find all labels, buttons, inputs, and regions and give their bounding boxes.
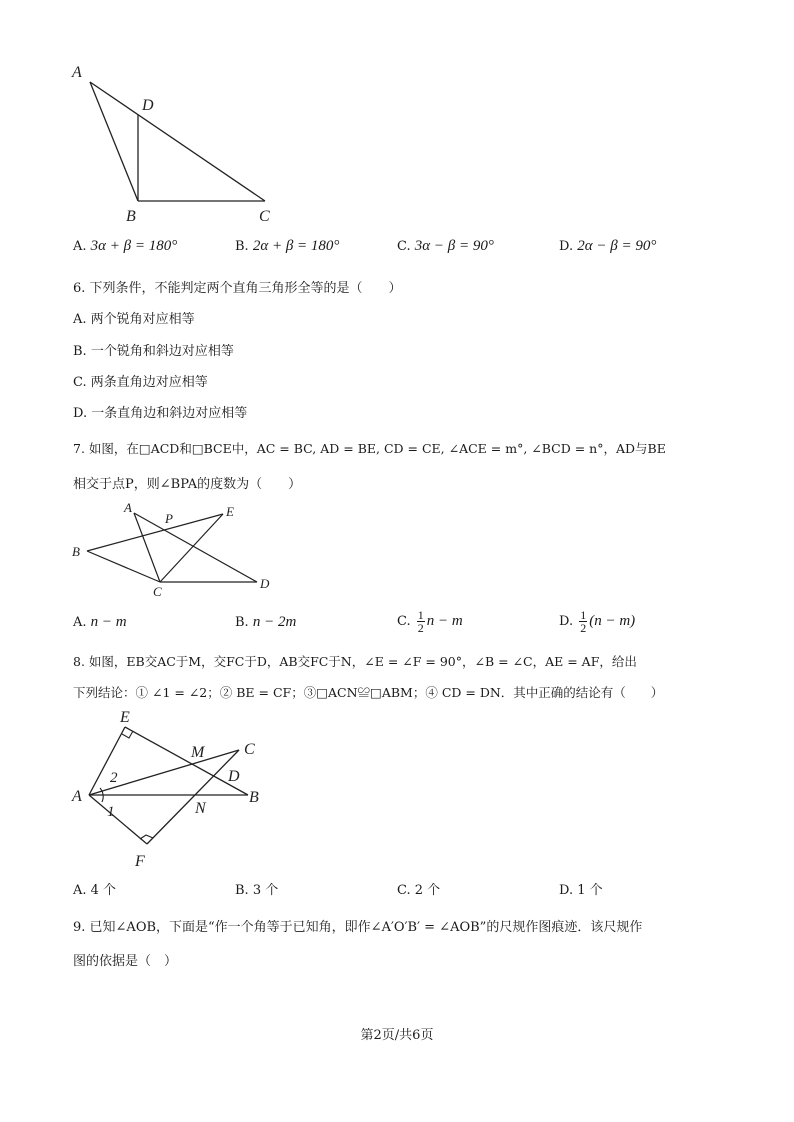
figure-q8 <box>65 702 285 874</box>
q8-option-d[interactable]: D. 1 个 <box>559 883 603 898</box>
fraction-half <box>417 609 425 634</box>
q7-stem-line2: 相交于点P，则∠BPA的度数为（ ） <box>73 477 302 492</box>
right-angle-mark-F <box>140 835 153 839</box>
q5-option-a[interactable] <box>73 238 177 255</box>
page-footer: 第2页/共6页 <box>360 1028 434 1043</box>
label-N: N <box>195 800 206 817</box>
option-text: 3α + β = 180° <box>90 238 178 254</box>
fraction-numerator: 1 <box>417 608 424 622</box>
label-2: 2 <box>110 770 118 786</box>
option-text: 2α − β = 90° <box>577 238 657 254</box>
q6-stem: 6. 下列条件，不能判定两个直角三角形全等的是（ ） <box>73 281 402 296</box>
q7-option-a[interactable] <box>73 614 127 631</box>
q8-stem-line2: 下列结论：① ∠1 = ∠2；② BE = CF；③□ACN≌□ABM；④ CD = DN．其中正确的结论有（ ） <box>73 685 664 700</box>
label-B: B <box>72 544 80 559</box>
q7-stem-line1: 7. 如图，在□ACD和□BCE中，AC = BC, AD = BE, CD = CE, ∠ACE = m°, ∠BCD = n°，AD与BE <box>73 441 666 456</box>
q8-option-c[interactable]: C. 2 个 <box>397 883 441 898</box>
label-C: C <box>259 208 270 225</box>
q6-option-c[interactable]: C. 两条直角边对应相等 <box>73 375 208 390</box>
fraction-half <box>579 609 587 634</box>
q8-options <box>73 879 753 901</box>
q6-option-a[interactable]: A. 两个锐角对应相等 <box>73 312 195 327</box>
option-key: B. <box>235 615 249 630</box>
label-C: C <box>244 741 255 758</box>
option-text: n − m <box>90 614 127 630</box>
option-text: 3α − β = 90° <box>414 238 494 254</box>
q7-option-c[interactable] <box>397 609 463 634</box>
option-key: C. <box>397 614 411 629</box>
segment-AD <box>134 513 257 582</box>
segment-BC <box>87 551 160 582</box>
label-B: B <box>126 208 136 225</box>
fraction-denominator: 2 <box>417 621 424 635</box>
q7-options <box>73 609 753 639</box>
q8-stem-line1: 8. 如图，EB交AC于M，交FC于D，AB交FC于N，∠E = ∠F = 90°，∠B = ∠C，AE = AF，给出 <box>73 654 637 669</box>
option-key: A. <box>73 615 87 630</box>
option-text: (n − m) <box>589 613 636 629</box>
fraction-denominator: 2 <box>580 621 587 635</box>
q8-option-b[interactable]: B. 3 个 <box>235 883 279 898</box>
option-text: 2α + β = 180° <box>252 238 340 254</box>
label-E: E <box>120 709 130 726</box>
label-A: A <box>72 64 82 81</box>
label-D: D <box>260 576 270 591</box>
label-M: M <box>191 744 205 761</box>
label-A: A <box>72 788 82 805</box>
q5-option-d[interactable] <box>559 238 656 255</box>
segment-AC <box>134 513 160 582</box>
segment-BE <box>87 514 223 551</box>
q9-stem-line2: 图的依据是（ ） <box>73 954 178 969</box>
triangle-figure-q5 <box>60 55 290 230</box>
option-text: n − 2m <box>252 614 297 630</box>
q5-option-c[interactable] <box>397 238 494 255</box>
segment-AE <box>89 727 125 795</box>
label-A: A <box>124 500 132 515</box>
q5-options <box>73 238 753 260</box>
label-B: B <box>249 789 259 806</box>
fraction-numerator: 1 <box>580 608 587 622</box>
q9-stem-line1: 9. 已知∠AOB，下面是“作一个角等于已知角，即作∠A′O′B′ = ∠AOB”的尺规作图痕迹．该尺规作 <box>73 920 643 935</box>
segment-AB <box>90 82 138 201</box>
label-D: D <box>228 768 240 785</box>
q8-option-a[interactable]: A. 4 个 <box>73 883 117 898</box>
q7-option-b[interactable] <box>235 614 296 631</box>
option-key: B. <box>235 239 249 254</box>
figure-q7 <box>65 498 285 600</box>
label-F: F <box>135 853 145 870</box>
segment-AF <box>89 795 147 844</box>
segment-AC <box>90 82 265 201</box>
right-angle-mark-E <box>122 731 133 738</box>
label-C: C <box>153 584 162 599</box>
option-key: C. <box>397 239 411 254</box>
label-1: 1 <box>107 804 115 820</box>
option-text: n − m <box>426 613 463 629</box>
option-key: A. <box>73 239 87 254</box>
option-key: D. <box>559 614 574 629</box>
q5-option-b[interactable] <box>235 238 339 255</box>
label-E: E <box>226 504 234 519</box>
q6-option-d[interactable]: D. 一条直角边和斜边对应相等 <box>73 406 248 421</box>
option-key: D. <box>559 239 574 254</box>
q6-option-b[interactable]: B. 一个锐角和斜边对应相等 <box>73 344 234 359</box>
q7-option-d[interactable] <box>559 609 635 634</box>
label-P: P <box>165 511 173 526</box>
label-D: D <box>142 97 154 114</box>
